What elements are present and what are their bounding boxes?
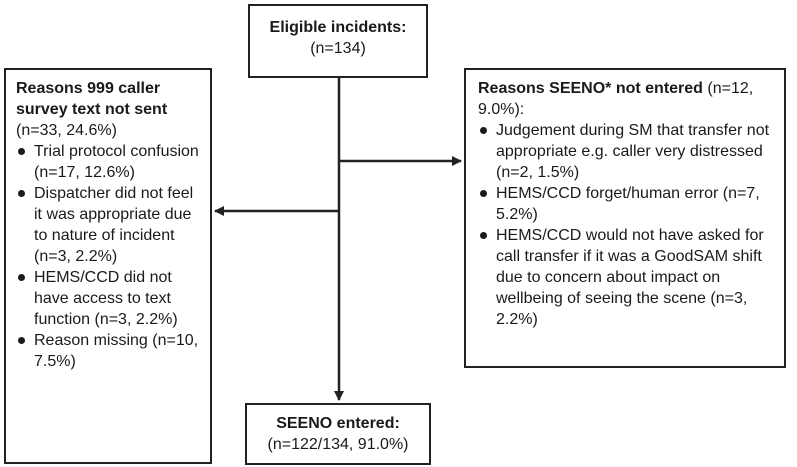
right-count: (n=12, 9.0%): (478, 80, 754, 118)
eligible-incidents-box (248, 4, 428, 78)
right-title: Reasons SEENO* not entered (478, 80, 703, 97)
list-item: Reason missing (n=10, 7.5%) (16, 330, 204, 372)
right-reasons-box (464, 68, 786, 368)
seeno-entered-box (245, 403, 431, 465)
entered-count: (n=122/134, 91.0%) (267, 436, 409, 453)
list-item: Trial protocol confusion (n=17, 12.6%) (16, 141, 204, 183)
left-reasons-box (4, 68, 212, 464)
left-title: Reasons 999 caller survey text not sent (16, 80, 168, 118)
left-count: (n=33, 24.6%) (16, 122, 117, 139)
list-item: HEMS/CCD did not have access to text function (n=3, 2.2%) (16, 267, 204, 330)
eligible-count: (n=134) (310, 40, 366, 57)
eligible-title: Eligible incidents: (269, 19, 407, 36)
right-heading (478, 78, 778, 120)
list-item: HEMS/CCD forget/human error (n=7, 5.2%) (478, 183, 778, 225)
entered-title: SEENO entered: (276, 415, 400, 432)
list-item: HEMS/CCD would not have asked for call transfer if it was a GoodSAM shift due to concern about impact on wellbeing of seeing the scene (n=3, 2.2%) (478, 225, 778, 330)
list-item: Dispatcher did not feel it was appropriate due to nature of incident (n=3, 2.2%) (16, 183, 204, 267)
right-reasons-list (478, 120, 778, 330)
list-item: Judgement during SM that transfer not appropriate e.g. caller very distressed (n=2, 1.5%) (478, 120, 778, 183)
left-reasons-list (16, 141, 204, 372)
